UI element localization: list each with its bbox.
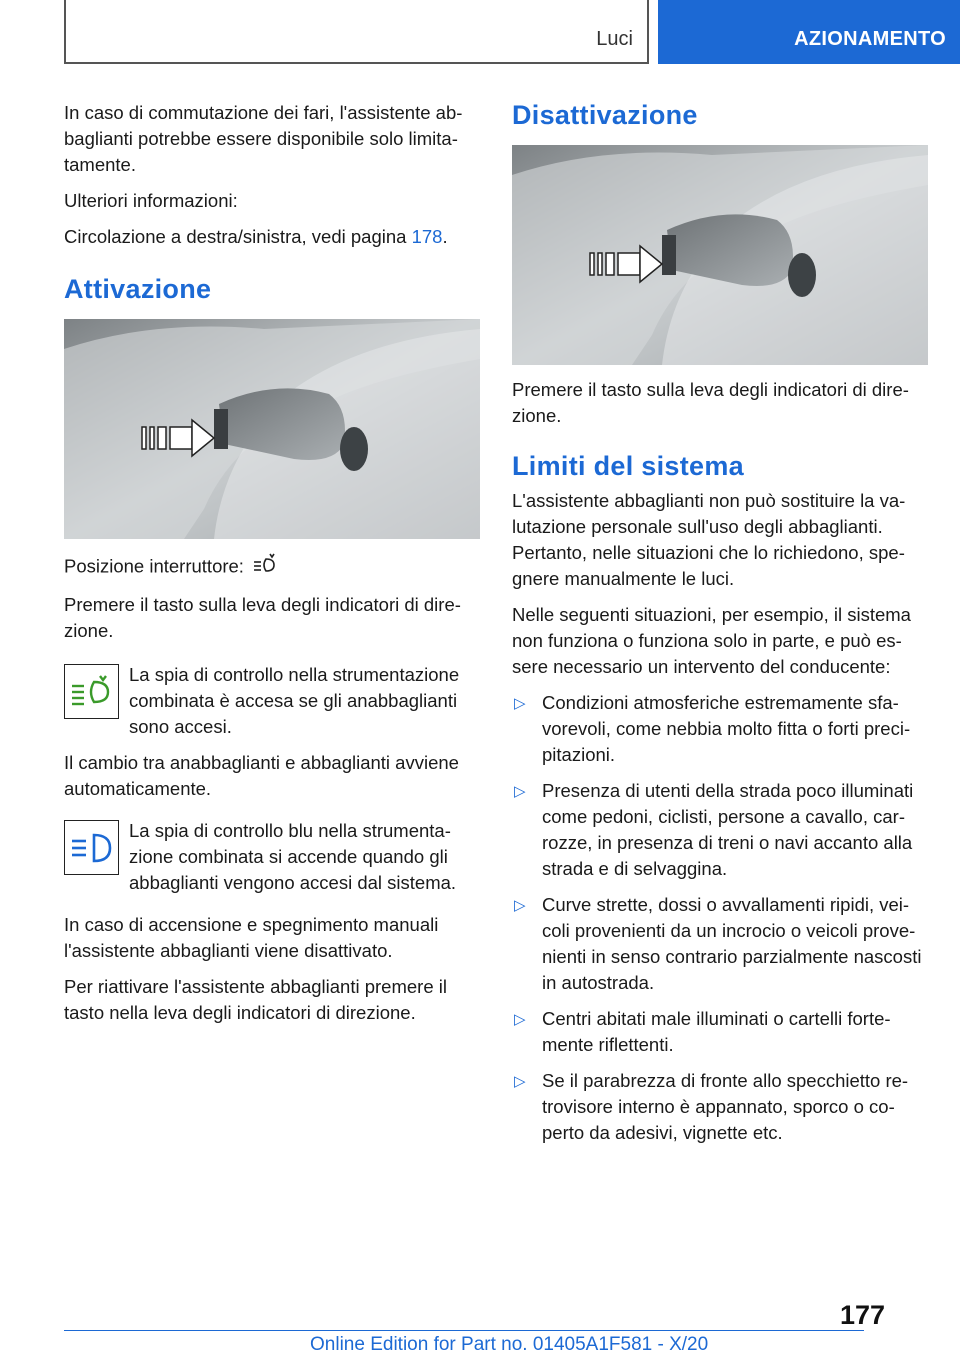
deactivation-heading: Disattivazione (512, 100, 698, 130)
auto-switch-paragraph: Il cambio tra anabbaglianti e abbaglianti avviene automaticamente. (64, 752, 459, 799)
low-beam-indicator-icon (64, 664, 119, 719)
edition-footer: Online Edition for Part no. 01405A1F581 - X/20 (310, 1334, 709, 1355)
switch-position-line (64, 553, 482, 582)
list-item: ▷ Se il parabrezza di fronte allo specchietto retrovisore interno è appannato, sporco o coperto da adesivi, vignette etc. (514, 1070, 909, 1143)
left-column (64, 100, 482, 1036)
deactivation-instruction: Premere il tasto sulla leva degli indicatori di direzione. (512, 379, 909, 426)
chapter-tab[interactable] (658, 0, 960, 64)
reactivate-paragraph: Per riattivare l'assistente abbaglianti premere il tasto nella leva degli indicatori di direzione. (64, 976, 447, 1023)
bullet-triangle-icon: ▷ (514, 1011, 526, 1028)
bullet-triangle-icon: ▷ (514, 695, 526, 712)
intro-paragraph: In caso di commutazione dei fari, l'assistente abbaglianti potrebbe essere disponibile solo limitatamente. (64, 102, 463, 175)
activation-photo (64, 319, 480, 539)
switch-position-label: Posizione interruttore: (64, 555, 244, 577)
blue-indicator-text: La spia di controllo blu nella strumentazione combinata si accende quando gli abbaglianti vengono accesi dal sistema. (129, 820, 457, 893)
list-item: ▷ Presenza di utenti della strada poco illuminati come pedoni, ciclisti, persone a cavallo, carrozze, in presenza di treni o navi accanto alla strada e di selvaggina. (514, 780, 914, 879)
green-indicator-text: La spia di controllo nella strumentazione combinata è accesa se gli anabbaglianti sono accesi. (129, 664, 460, 737)
limits-intro: L'assistente abbaglianti non può sostituire la valutazione personale sull'uso degli abbaglianti. Pertanto, nelle situazioni che lo richiedono, spegnere manualmente le luci. (512, 490, 906, 589)
page-link[interactable]: 178 (411, 226, 443, 247)
more-info-label: Ulteriori informazioni: (64, 190, 238, 211)
blue-indicator-note (64, 818, 482, 896)
manual-paragraph: In caso di accensione e spegnimento manuali l'assistente abbaglianti viene disattivato. (64, 914, 439, 961)
header-bar (64, 0, 649, 64)
situations-intro: Nelle seguenti situazioni, per esempio, il sistema non funziona o funziona solo in parte, e può essere necessario un intervento del conducente: (512, 604, 911, 677)
list-item: ▷ Condizioni atmosferiche estremamente sfavorevoli, come nebbia molto fitta o forti precipitazioni. (514, 692, 911, 765)
list-item: ▷ Curve strette, dossi o avvallamenti ripidi, veicoli provenienti da un incrocio o veicoli provenienti in senso contrario parzialmente nascosti in autostrada. (514, 894, 922, 993)
list-item: ▷ Centri abitati male illuminati o cartelli fortemente riflettenti. (514, 1008, 891, 1055)
right-column (512, 100, 930, 1156)
limits-list (512, 690, 930, 1146)
reference-paragraph (64, 224, 482, 250)
turn-signal-lever-image (64, 319, 480, 539)
page-number: 177 (840, 1300, 886, 1330)
section-title: Luci (596, 28, 633, 50)
activation-heading: Attivazione (64, 274, 212, 304)
chapter-tab-label: AZIONAMENTO (794, 28, 946, 50)
green-indicator-note (64, 662, 482, 740)
bullet-triangle-icon: ▷ (514, 1073, 526, 1090)
reference-end: . (442, 226, 448, 247)
limits-heading: Limiti del sistema (512, 451, 744, 481)
turn-signal-lever-image (512, 145, 928, 365)
high-beam-assistant-icon (252, 553, 278, 582)
press-instruction: Premere il tasto sulla leva degli indicatori di direzione. (64, 594, 461, 641)
reference-text: Circolazione a destra/sinistra, vedi pagina (64, 226, 412, 247)
deactivation-photo (512, 145, 928, 365)
bullet-triangle-icon: ▷ (514, 783, 526, 800)
high-beam-indicator-icon (64, 820, 119, 875)
bullet-triangle-icon: ▷ (514, 897, 526, 914)
footer-divider (64, 1330, 864, 1331)
